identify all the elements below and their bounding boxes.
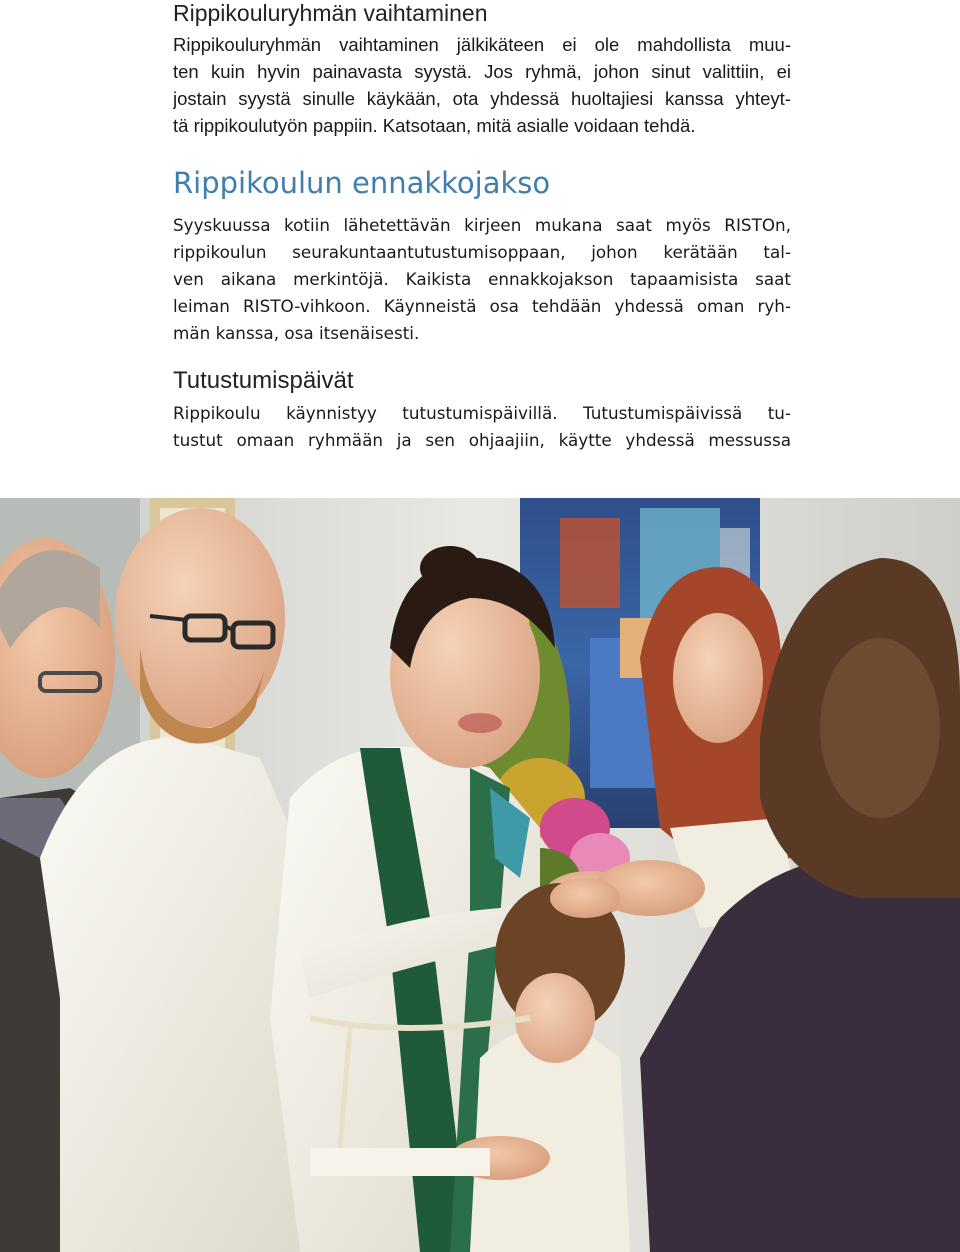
section-heading-intro-days: Tutustumispäivät: [173, 367, 354, 394]
paragraph-line: ven aikana merkintöjä. Kaikista ennakkojakson tapaamisista saat: [173, 269, 791, 289]
paragraph-line: tä rippikoulutyön pappiin. Katsotaan, mitä asialle voidaan tehdä.: [173, 115, 696, 136]
paragraph-intro-days: [173, 400, 791, 454]
section-heading-pre-period: Rippikoulun ennakkojakso: [173, 166, 551, 200]
paragraph-line: rippikoulun seurakuntaantutustumisoppaan, johon kerätään tal-: [173, 242, 791, 262]
paragraph-line: Rippikouluryhmän vaihtaminen jälkikäteen ei ole mahdollista muu-: [173, 34, 791, 55]
paragraph-group-change: [173, 31, 791, 139]
paragraph-line: Rippikoulu käynnistyy tutustumispäivillä. Tutustumispäivissä tu-: [173, 403, 791, 423]
paragraph-line: ten kuin hyvin painavasta syystä. Jos ryhmä, johon sinut valittiin, ei: [173, 61, 791, 82]
paragraph-line: Syyskuussa kotiin lähetettävän kirjeen mukana saat myös RISTOn,: [173, 215, 791, 235]
paragraph-line: leiman RISTO-vihkoon. Käynneistä osa tehdään yhdessä oman ryh-: [173, 296, 791, 316]
paragraph-line: tustut omaan ryhmään ja sen ohjaajiin, käytte yhdessä messussa: [173, 430, 791, 450]
paragraph-line: män kanssa, osa itsenäisesti.: [173, 323, 420, 343]
section-heading-group-change: Rippikouluryhmän vaihtaminen: [173, 0, 488, 26]
church-ceremony-photo: [0, 498, 960, 1252]
paragraph-line: jostain syystä sinulle käykään, ota yhdessä huoltajiesi kanssa yhteyt-: [173, 88, 791, 109]
paragraph-pre-period: [173, 212, 791, 347]
